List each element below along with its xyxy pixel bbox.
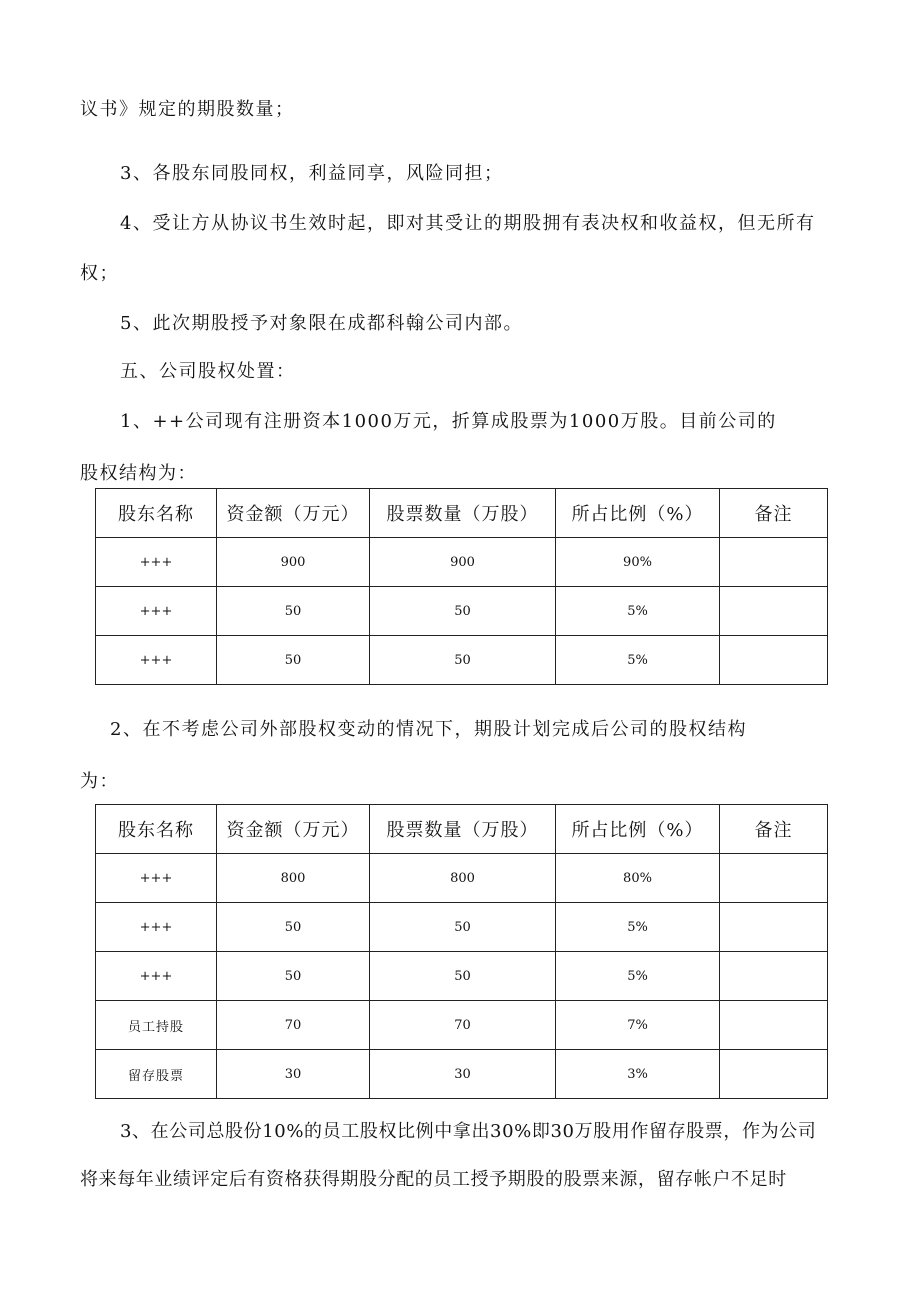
table-cell: 5% [556, 952, 720, 1001]
table-cell: 50 [217, 952, 370, 1001]
table-cell: +++ [96, 587, 217, 636]
paragraph-equity-1-cont: 股权结构为： [80, 463, 197, 484]
table-cell: 800 [370, 854, 556, 903]
table-cell: +++ [96, 854, 217, 903]
table-cell: 30 [217, 1050, 370, 1099]
table-cell: 50 [370, 587, 556, 636]
table-cell: 3% [556, 1050, 720, 1099]
paragraph-item-5: 5、此次期股授予对象限在成都科翰公司内部。 [120, 313, 523, 334]
paragraph-item-3: 3、各股东同股同权，利益同享，风险同担； [120, 163, 504, 184]
table-cell: 50 [217, 587, 370, 636]
paragraph-item-4: 4、受让方从协议书生效时起，即对其受让的期股拥有表决权和收益权，但无所有 [120, 213, 816, 234]
paragraph-continuation: 议书》规定的期股数量； [80, 99, 295, 120]
paragraph-equity-3-cont: 将来每年业绩评定后有资格获得期股分配的员工授予期股的股票来源，留存帐户不足时 [80, 1169, 787, 1190]
table-cell: +++ [96, 538, 217, 587]
equity-table-after-plan [95, 804, 828, 1099]
table-cell: 80% [556, 854, 720, 903]
section-heading-5: 五、公司股权处置： [120, 361, 296, 382]
equity-table-current [95, 488, 828, 685]
table-cell: 员工持股 [96, 1001, 217, 1050]
table-cell: 800 [217, 854, 370, 903]
table-header-row [96, 489, 828, 538]
paragraph-equity-3: 3、在公司总股份10%的员工股权比例中拿出30%即30万股用作留存股票，作为公司 [120, 1121, 817, 1142]
header-cell: 所占比例（%） [556, 805, 720, 854]
table-cell: 50 [370, 903, 556, 952]
table-row [96, 854, 828, 903]
table-cell [720, 952, 828, 1001]
header-cell: 股票数量（万股） [370, 489, 556, 538]
header-cell: 资金额（万元） [217, 805, 370, 854]
table-cell: 5% [556, 636, 720, 685]
table-cell: 900 [217, 538, 370, 587]
table-cell [720, 636, 828, 685]
table-row [96, 952, 828, 1001]
paragraph-equity-2-cont: 为： [80, 771, 119, 792]
table-cell: 7% [556, 1001, 720, 1050]
table-cell: 90% [556, 538, 720, 587]
paragraph-equity-1: 1、++公司现有注册资本1000万元，折算成股票为1000万股。目前公司的 [120, 411, 777, 432]
header-cell: 股票数量（万股） [370, 805, 556, 854]
table-row [96, 587, 828, 636]
table-cell: 5% [556, 587, 720, 636]
table-cell: +++ [96, 952, 217, 1001]
table-row [96, 1001, 828, 1050]
table-cell [720, 1050, 828, 1099]
header-cell: 备注 [720, 489, 828, 538]
table-row [96, 538, 828, 587]
table-row [96, 903, 828, 952]
header-cell: 备注 [720, 805, 828, 854]
table-row [96, 636, 828, 685]
table-header-row [96, 805, 828, 854]
table-cell: 50 [370, 952, 556, 1001]
header-cell: 资金额（万元） [217, 489, 370, 538]
table-cell: 50 [217, 636, 370, 685]
table-cell [720, 854, 828, 903]
header-cell: 股东名称 [96, 489, 217, 538]
table-cell [720, 1001, 828, 1050]
table-cell: +++ [96, 636, 217, 685]
table-cell: 30 [370, 1050, 556, 1099]
header-cell: 股东名称 [96, 805, 217, 854]
table-cell [720, 587, 828, 636]
table-cell: 70 [217, 1001, 370, 1050]
table-cell: 70 [370, 1001, 556, 1050]
table-cell: 5% [556, 903, 720, 952]
table-cell: 900 [370, 538, 556, 587]
table-cell: +++ [96, 903, 217, 952]
table-cell [720, 538, 828, 587]
table-cell: 留存股票 [96, 1050, 217, 1099]
table-row [96, 1050, 828, 1099]
paragraph-equity-2: 2、在不考虑公司外部股权变动的情况下，期股计划完成后公司的股权结构 [110, 719, 747, 740]
table-cell [720, 903, 828, 952]
table-cell: 50 [217, 903, 370, 952]
table-cell: 50 [370, 636, 556, 685]
paragraph-item-4-cont: 权； [80, 263, 119, 284]
header-cell: 所占比例（%） [556, 489, 720, 538]
